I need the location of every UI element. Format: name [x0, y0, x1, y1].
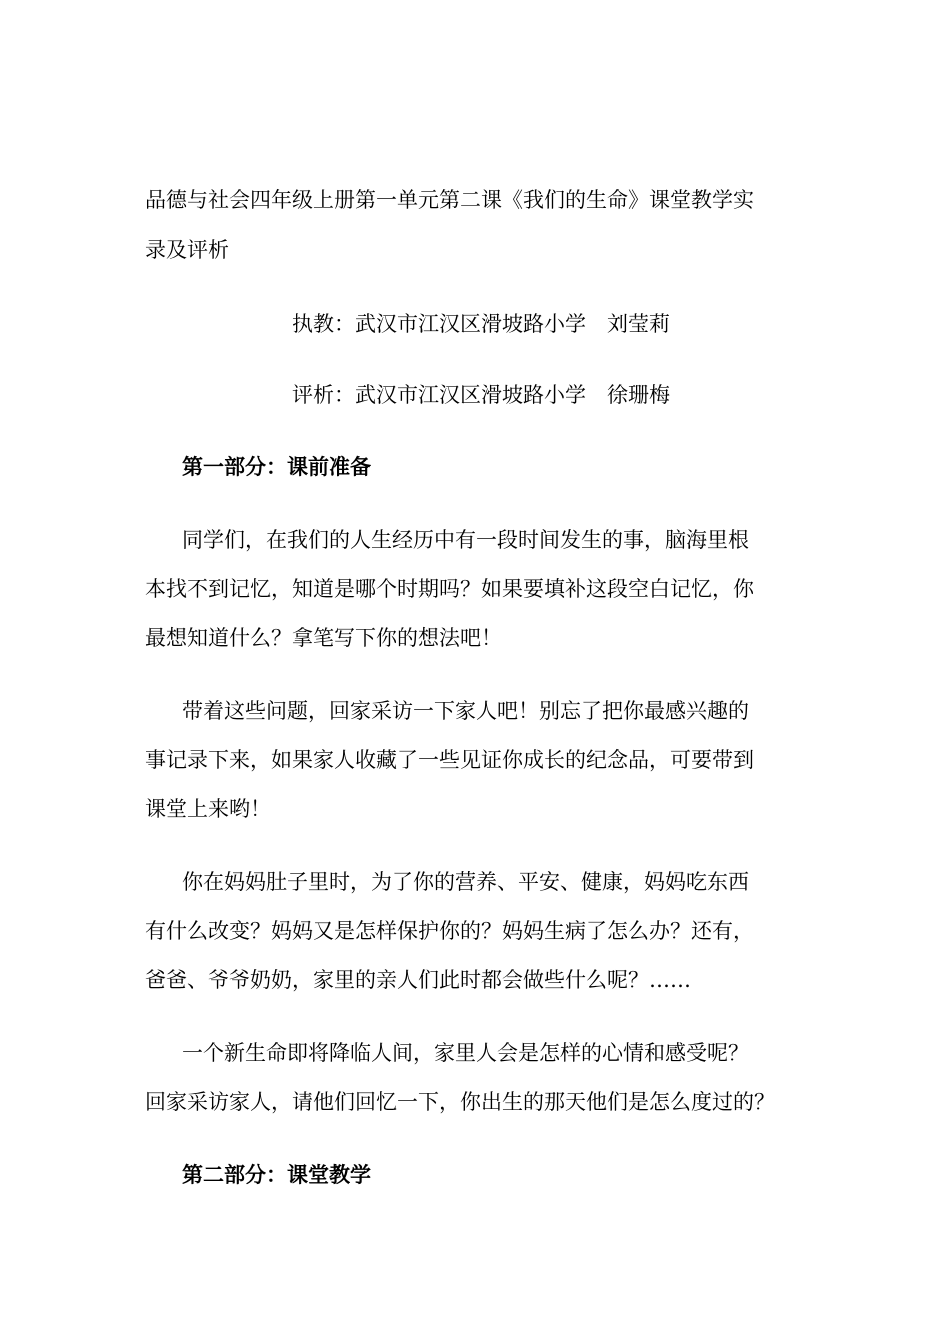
- section-heading-2: 第二部分：课堂教学: [182, 1162, 371, 1187]
- teacher-credit: 执教：武汉市江汉区滑坡路小学 刘莹莉: [292, 312, 670, 336]
- document-title-line-2: 录及评析: [145, 238, 229, 262]
- paragraph-line: 你在妈妈肚子里时，为了你的营养、平安、健康，妈妈吃东西: [182, 870, 749, 894]
- paragraph-line: 回家采访家人，请他们回忆一下，你出生的那天他们是怎么度过的？: [145, 1090, 775, 1114]
- paragraph-line: 课堂上来哟！: [145, 797, 271, 821]
- document-title-line-1: 品德与社会四年级上册第一单元第二课《我们的生命》课堂教学实: [145, 188, 754, 212]
- paragraph-line: 事记录下来，如果家人收藏了一些见证你成长的纪念品，可要带到: [145, 748, 754, 772]
- paragraph-line: 同学们，在我们的人生经历中有一段时间发生的事，脑海里根: [182, 528, 749, 552]
- paragraph-line: 本找不到记忆，知道是哪个时期吗？如果要填补这段空白记忆，你: [145, 577, 754, 601]
- paragraph-line: 最想知道什么？拿笔写下你的想法吧！: [145, 626, 502, 650]
- paragraph-line: 有什么改变？妈妈又是怎样保护你的？妈妈生病了怎么办？还有，: [145, 919, 754, 943]
- reviewer-credit: 评析：武汉市江汉区滑坡路小学 徐珊梅: [292, 383, 670, 407]
- section-heading-1: 第一部分：课前准备: [182, 454, 371, 479]
- paragraph-line: 带着这些问题，回家采访一下家人吧！别忘了把你最感兴趣的: [182, 699, 749, 723]
- paragraph-line: 爸爸、爷爷奶奶，家里的亲人们此时都会做些什么呢？……: [145, 968, 691, 992]
- paragraph-line: 一个新生命即将降临人间，家里人会是怎样的心情和感受呢？: [182, 1041, 749, 1065]
